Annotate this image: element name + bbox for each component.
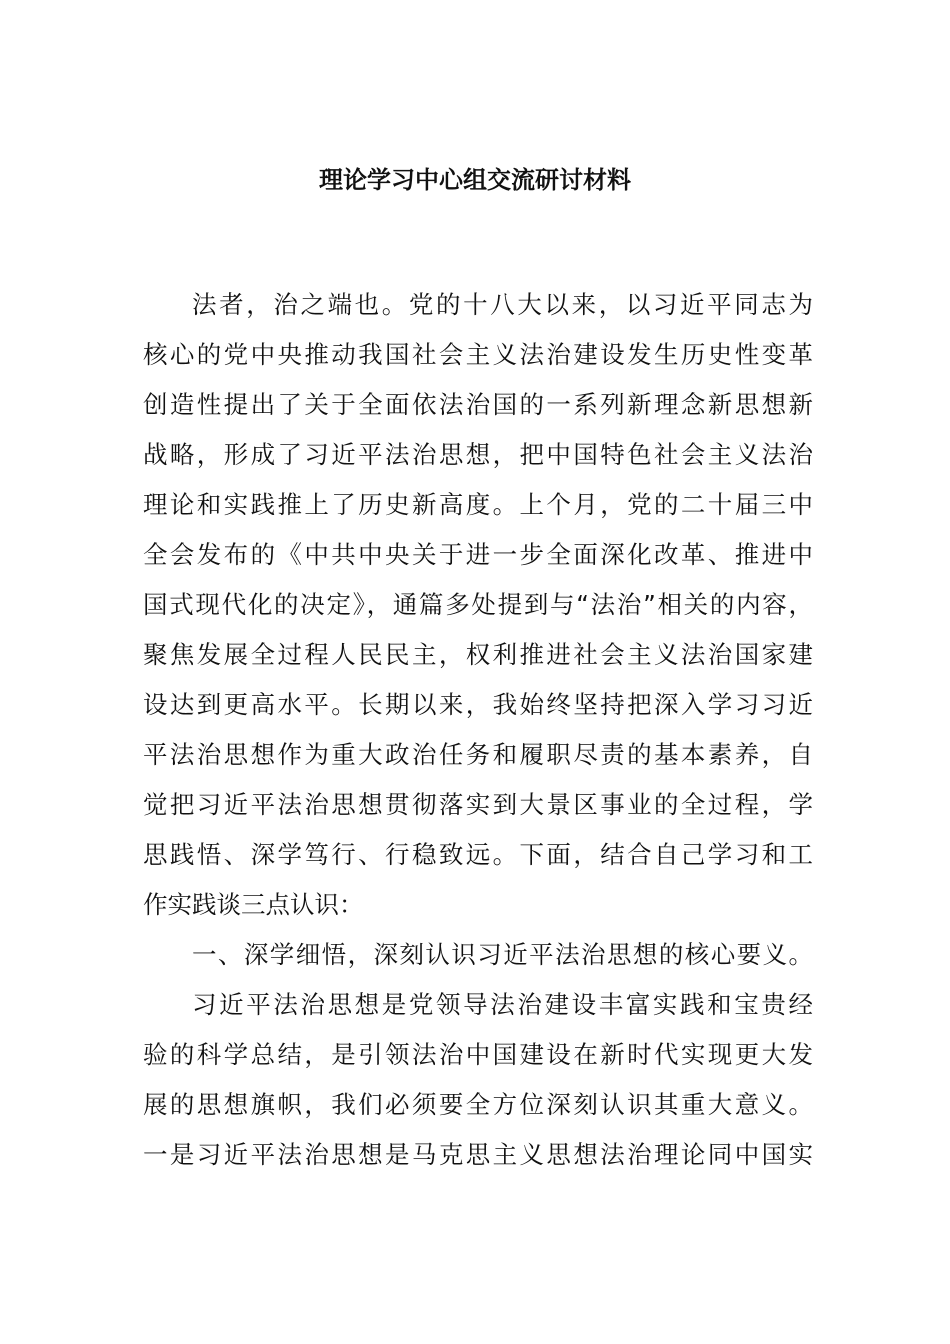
- paragraph-line: 理论和实践推上了历史新高度。上个月，党的二十届三中: [143, 490, 813, 519]
- paragraph-line: 思践悟、深学笃行、行稳致远。下面，结合自己学习和工: [143, 840, 813, 869]
- paragraph-line: 法者，治之端也。党的十八大以来，以习近平同志为: [192, 290, 813, 319]
- paragraph-line: 战略，形成了习近平法治思想，把中国特色社会主义法治: [143, 440, 813, 469]
- paragraph-line: 验的科学总结，是引领法治中国建设在新时代实现更大发: [143, 1040, 813, 1069]
- document-title: 理论学习中心组交流研讨材料: [319, 166, 631, 194]
- document-body: [143, 280, 813, 1180]
- paragraph-line: 创造性提出了关于全面依法治国的一系列新理念新思想新: [143, 390, 813, 419]
- paragraph-line: 展的思想旗帜，我们必须要全方位深刻认识其重大意义。: [143, 1090, 813, 1119]
- section-heading: 一、深学细悟，深刻认识习近平法治思想的核心要义。: [192, 940, 813, 969]
- paragraph-line: 全会发布的《中共中央关于进一步全面深化改革、推进中: [143, 540, 813, 569]
- paragraph-line: 觉把习近平法治思想贯彻落实到大景区事业的全过程，学: [143, 790, 813, 819]
- paragraph-line: 平法治思想作为重大政治任务和履职尽责的基本素养，自: [143, 740, 813, 769]
- paragraph-line: 聚焦发展全过程人民民主，权利推进社会主义法治国家建: [143, 640, 813, 669]
- paragraph-line: 习近平法治思想是党领导法治建设丰富实践和宝贵经: [192, 990, 813, 1019]
- paragraph-line: 核心的党中央推动我国社会主义法治建设发生历史性变革: [143, 340, 813, 369]
- paragraph-line: 设达到更高水平。长期以来，我始终坚持把深入学习习近: [143, 690, 813, 719]
- paragraph-line: 一是习近平法治思想是马克思主义思想法治理论同中国实: [143, 1140, 813, 1169]
- paragraph-line: 作实践谈三点认识：: [143, 890, 364, 919]
- paragraph-line: 国式现代化的决定》，通篇多处提到与“法治”相关的内容，: [143, 590, 813, 619]
